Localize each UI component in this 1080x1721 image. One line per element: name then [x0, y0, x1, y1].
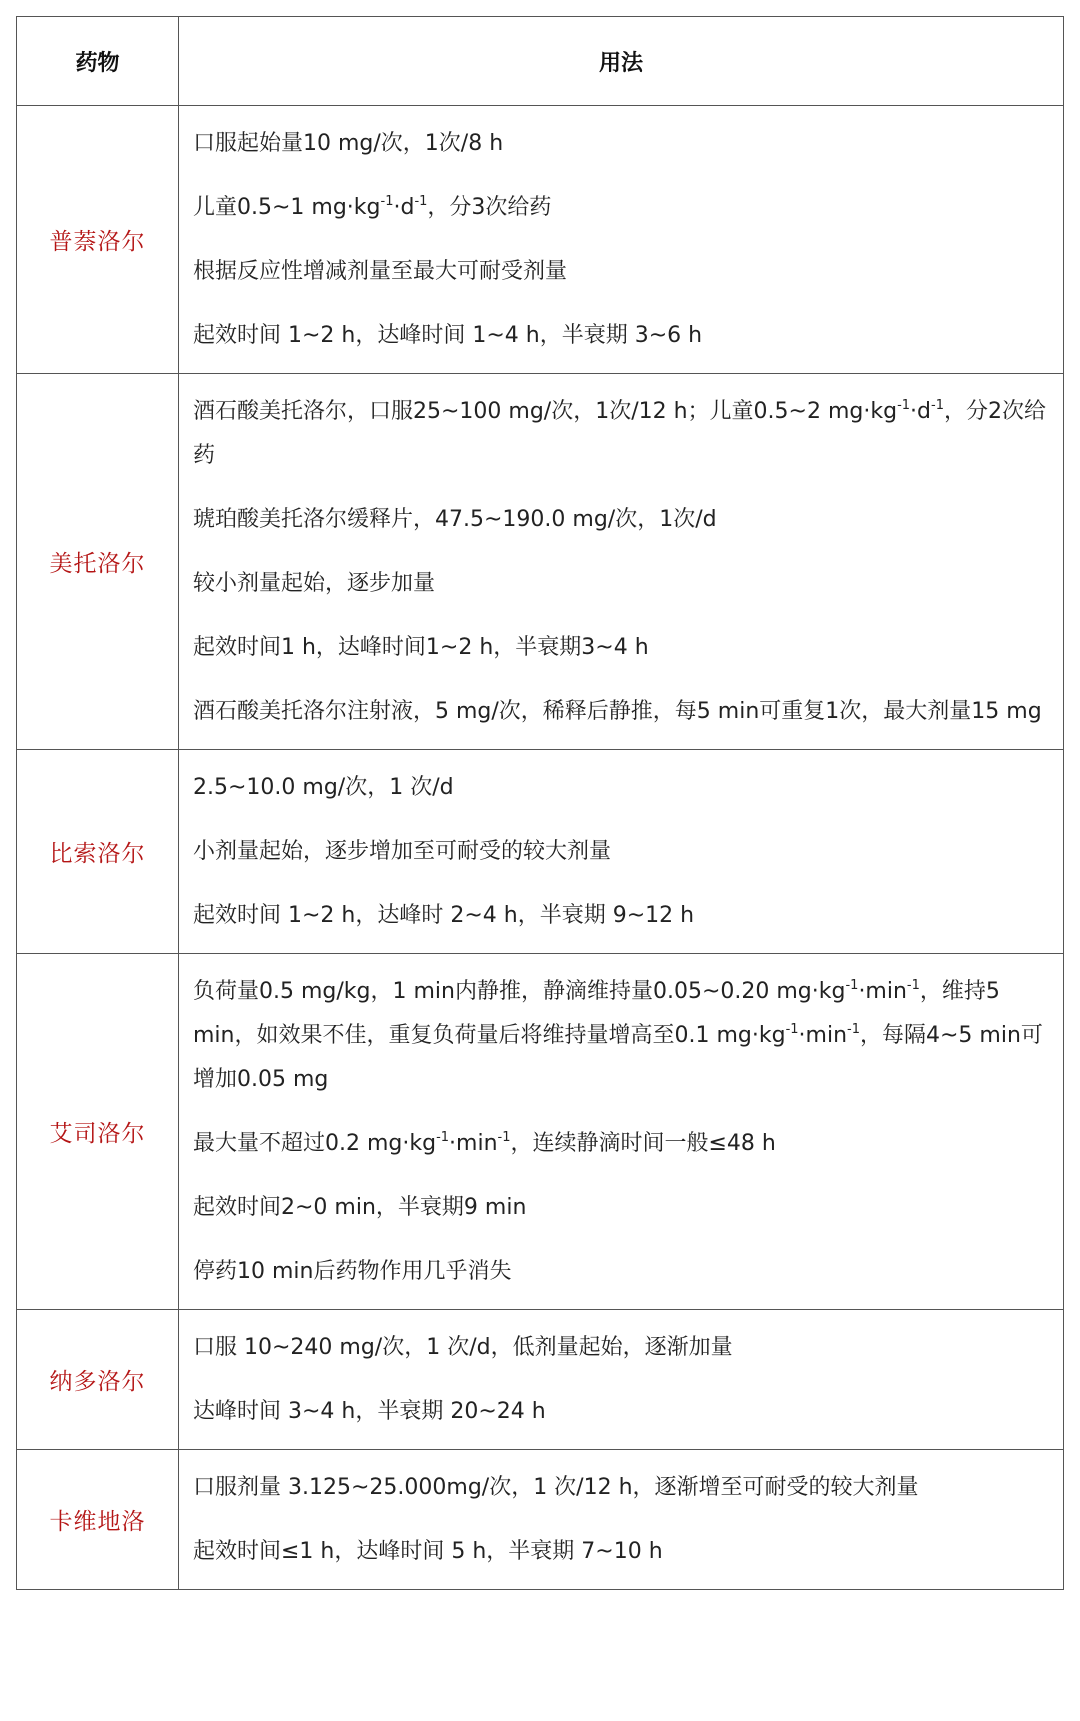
usage-line: [193, 894, 1049, 938]
usage-line: [193, 390, 1049, 478]
usage-line: [193, 1326, 1049, 1370]
usage-line: [193, 1530, 1049, 1574]
usage-text: 停药10 min后药物作用几乎消失: [193, 1259, 512, 1284]
usage-line: [193, 830, 1049, 874]
usage-text: ，连续静滴时间一般≤48 h: [510, 1131, 776, 1156]
usage-text: ，分2次给药: [193, 399, 1046, 468]
exponent: -1: [497, 1130, 511, 1145]
dosage-table: [16, 16, 1064, 1590]
table-row: [17, 750, 1064, 954]
header-drug: 药物: [17, 17, 179, 106]
usage-text: 起效时间1 h，达峰时间1~2 h，半衰期3~4 h: [193, 635, 649, 660]
drug-name: 比索洛尔: [17, 750, 179, 954]
usage-text: ，维持5 min，如效果不佳，重复负荷量后将维持量增高至0.1 mg·kg: [193, 979, 1000, 1048]
exponent: -1: [906, 978, 920, 993]
usage-cell: [179, 1310, 1064, 1450]
drug-name: 艾司洛尔: [17, 954, 179, 1310]
usage-text: 口服剂量 3.125~25.000mg/次，1 次/12 h，逐渐增至可耐受的较大剂量: [193, 1475, 919, 1500]
usage-text: 起效时间 1~2 h，达峰时间 1~4 h，半衰期 3~6 h: [193, 323, 703, 348]
usage-text: 2.5~10.0 mg/次，1 次/d: [193, 775, 454, 800]
usage-text: ·d: [393, 195, 415, 220]
usage-text: 酒石酸美托洛尔注射液，5 mg/次，稀释后静推，每5 min可重复1次，最大剂量15 mg: [193, 699, 1042, 724]
usage-text: 最大量不超过0.2 mg·kg: [193, 1131, 437, 1156]
usage-line: [193, 562, 1049, 606]
exponent: -1: [436, 1130, 450, 1145]
drug-name: 卡维地洛: [17, 1450, 179, 1590]
usage-text: ·min: [449, 1131, 498, 1156]
usage-line: [193, 314, 1049, 358]
usage-text: 较小剂量起始，逐步加量: [193, 571, 436, 596]
usage-text: 口服起始量10 mg/次，1次/8 h: [193, 131, 504, 156]
usage-text: ·min: [858, 979, 907, 1004]
usage-text: 负荷量0.5 mg/kg，1 min内静推，静滴维持量0.05~0.20 mg·kg: [193, 979, 846, 1004]
usage-text: 达峰时间 3~4 h，半衰期 20~24 h: [193, 1399, 546, 1424]
table-header-row: [17, 17, 1064, 106]
exponent: -1: [897, 398, 911, 413]
header-usage: 用法: [179, 17, 1064, 106]
usage-text: 琥珀酸美托洛尔缓释片，47.5~190.0 mg/次，1次/d: [193, 507, 717, 532]
usage-line: [193, 1122, 1049, 1166]
usage-text: ，每隔4~5 min可增加0.05 mg: [193, 1023, 1043, 1092]
exponent: -1: [931, 398, 944, 413]
drug-name: 普萘洛尔: [17, 106, 179, 374]
table-row: [17, 954, 1064, 1310]
usage-text: ·min: [798, 1023, 848, 1048]
table-row: [17, 374, 1064, 750]
drug-name: 美托洛尔: [17, 374, 179, 750]
usage-cell: [179, 750, 1064, 954]
usage-line: [193, 122, 1049, 166]
usage-text: ，分3次给药: [427, 195, 552, 220]
table-body: [17, 106, 1064, 1590]
usage-cell: [179, 954, 1064, 1310]
usage-text: 儿童0.5~1 mg·kg: [193, 195, 381, 220]
usage-text: 根据反应性增减剂量至最大可耐受剂量: [193, 259, 568, 284]
usage-text: 口服 10~240 mg/次，1 次/d，低剂量起始，逐渐加量: [193, 1335, 733, 1360]
usage-line: [193, 1466, 1049, 1510]
usage-text: ·d: [910, 399, 932, 424]
usage-text: 小剂量起始，逐步增加至可耐受的较大剂量: [193, 839, 612, 864]
usage-text: 起效时间 1~2 h，达峰时 2~4 h，半衰期 9~12 h: [193, 903, 695, 928]
usage-line: [193, 766, 1049, 810]
exponent: -1: [380, 194, 394, 209]
table-row: [17, 1310, 1064, 1450]
table-row: [17, 106, 1064, 374]
usage-text: 起效时间≤1 h，达峰时间 5 h，半衰期 7~10 h: [193, 1539, 663, 1564]
dosage-table-container: [16, 16, 1063, 1590]
usage-line: [193, 186, 1049, 230]
table-row: [17, 1450, 1064, 1590]
exponent: -1: [845, 978, 859, 993]
usage-line: [193, 498, 1049, 542]
usage-line: [193, 690, 1049, 734]
drug-name: 纳多洛尔: [17, 1310, 179, 1450]
usage-line: [193, 1390, 1049, 1434]
usage-cell: [179, 374, 1064, 750]
exponent: -1: [847, 1022, 860, 1037]
usage-line: [193, 250, 1049, 294]
usage-line: [193, 626, 1049, 670]
usage-text: 起效时间2~0 min，半衰期9 min: [193, 1195, 527, 1220]
usage-line: [193, 1250, 1049, 1294]
usage-cell: [179, 1450, 1064, 1590]
usage-line: [193, 970, 1049, 1102]
exponent: -1: [785, 1022, 799, 1037]
usage-cell: [179, 106, 1064, 374]
usage-line: [193, 1186, 1049, 1230]
usage-text: 酒石酸美托洛尔，口服25~100 mg/次，1次/12 h；儿童0.5~2 mg·kg: [193, 399, 898, 424]
exponent: -1: [414, 194, 428, 209]
